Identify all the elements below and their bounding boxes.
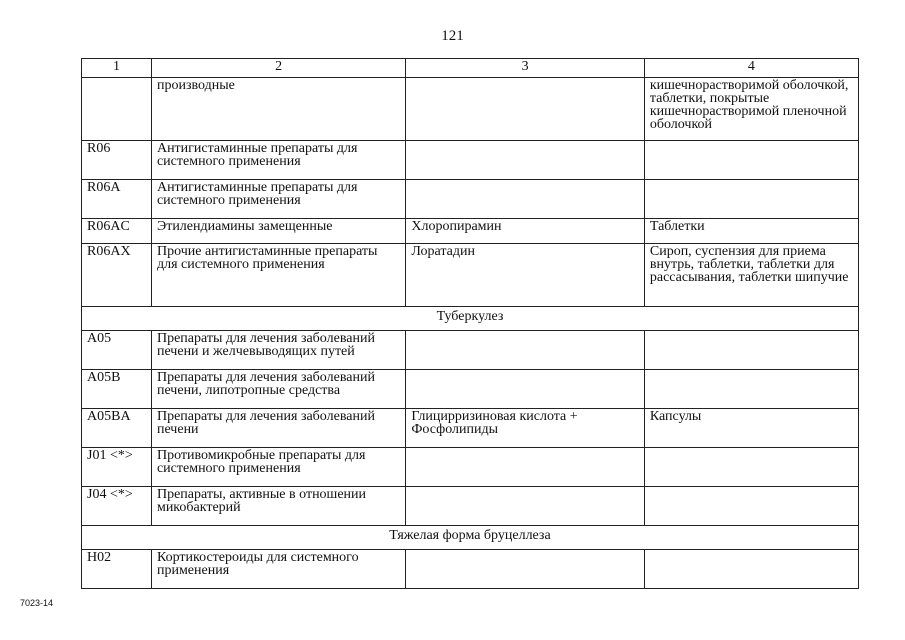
group-name-cell: Кортикостероиды для системного применения bbox=[151, 550, 405, 589]
dosage-form-cell bbox=[644, 331, 858, 370]
drug-name-cell bbox=[406, 180, 645, 219]
dosage-form-cell bbox=[644, 487, 858, 526]
atc-code-cell: R06 bbox=[82, 141, 152, 180]
group-name-cell: Антигистаминные препараты для системного применения bbox=[151, 141, 405, 180]
group-name-cell: Антигистаминные препараты для системного применения bbox=[151, 180, 405, 219]
dosage-form-cell bbox=[644, 550, 858, 589]
group-name-cell: Этилендиамины замещенные bbox=[151, 219, 405, 244]
atc-code-cell bbox=[82, 78, 152, 141]
table-row bbox=[82, 244, 859, 307]
drug-name-cell bbox=[406, 370, 645, 409]
document-code: 7023-14 bbox=[20, 598, 54, 608]
drug-name-cell: Лоратадин bbox=[406, 244, 645, 307]
column-header: 4 bbox=[644, 59, 858, 78]
table-row bbox=[82, 141, 859, 180]
column-header: 2 bbox=[151, 59, 405, 78]
drug-name-cell bbox=[406, 550, 645, 589]
header-row bbox=[82, 59, 859, 78]
table-row bbox=[82, 78, 859, 141]
drug-name-cell bbox=[406, 141, 645, 180]
section-heading: Тяжелая форма бруцеллеза bbox=[82, 526, 859, 550]
group-name-cell: Препараты для лечения заболеваний печени, липотропные средства bbox=[151, 370, 405, 409]
page-number: 121 bbox=[441, 28, 464, 44]
drug-name-cell bbox=[406, 448, 645, 487]
group-name-cell: Противомикробные препараты для системного применения bbox=[151, 448, 405, 487]
dosage-form-cell: Сироп, суспензия для приема внутрь, таблетки, таблетки для рассасывания, таблетки шипучие bbox=[644, 244, 858, 307]
drug-name-cell bbox=[406, 78, 645, 141]
atc-code-cell: A05BA bbox=[82, 409, 152, 448]
dosage-form-cell: Таблетки bbox=[644, 219, 858, 244]
drug-name-cell bbox=[406, 487, 645, 526]
dosage-form-cell bbox=[644, 141, 858, 180]
drug-name-cell: Глицирризиновая кислота + Фосфолипиды bbox=[406, 409, 645, 448]
table-body bbox=[82, 59, 859, 589]
atc-code-cell: J01 <*> bbox=[82, 448, 152, 487]
atc-code-cell: A05 bbox=[82, 331, 152, 370]
table-row bbox=[82, 180, 859, 219]
atc-code-cell: J04 <*> bbox=[82, 487, 152, 526]
dosage-form-cell bbox=[644, 370, 858, 409]
table-row bbox=[82, 331, 859, 370]
group-name-cell: Препараты, активные в отношении микобактерий bbox=[151, 487, 405, 526]
medication-table bbox=[81, 58, 859, 589]
section-heading-row bbox=[82, 307, 859, 331]
atc-code-cell: R06AC bbox=[82, 219, 152, 244]
dosage-form-cell bbox=[644, 180, 858, 219]
drug-name-cell: Хлоропирамин bbox=[406, 219, 645, 244]
atc-code-cell: R06AX bbox=[82, 244, 152, 307]
table-row bbox=[82, 448, 859, 487]
table-row bbox=[82, 409, 859, 448]
section-heading-row bbox=[82, 526, 859, 550]
table-row bbox=[82, 370, 859, 409]
dosage-form-cell: кишечнорастворимой оболочкой, таблетки, покрытые кишечнорастворимой пленочной оболочкой bbox=[644, 78, 858, 141]
group-name-cell: производные bbox=[151, 78, 405, 141]
atc-code-cell: R06A bbox=[82, 180, 152, 219]
dosage-form-cell bbox=[644, 448, 858, 487]
table-row bbox=[82, 550, 859, 589]
atc-code-cell: A05B bbox=[82, 370, 152, 409]
group-name-cell: Прочие антигистаминные препараты для системного применения bbox=[151, 244, 405, 307]
table-row bbox=[82, 219, 859, 244]
atc-code-cell: H02 bbox=[82, 550, 152, 589]
table-row bbox=[82, 487, 859, 526]
column-header: 3 bbox=[406, 59, 645, 78]
group-name-cell: Препараты для лечения заболеваний печени bbox=[151, 409, 405, 448]
group-name-cell: Препараты для лечения заболеваний печени и желчевыводящих путей bbox=[151, 331, 405, 370]
dosage-form-cell: Капсулы bbox=[644, 409, 858, 448]
column-header: 1 bbox=[82, 59, 152, 78]
section-heading: Туберкулез bbox=[82, 307, 859, 331]
drug-name-cell bbox=[406, 331, 645, 370]
